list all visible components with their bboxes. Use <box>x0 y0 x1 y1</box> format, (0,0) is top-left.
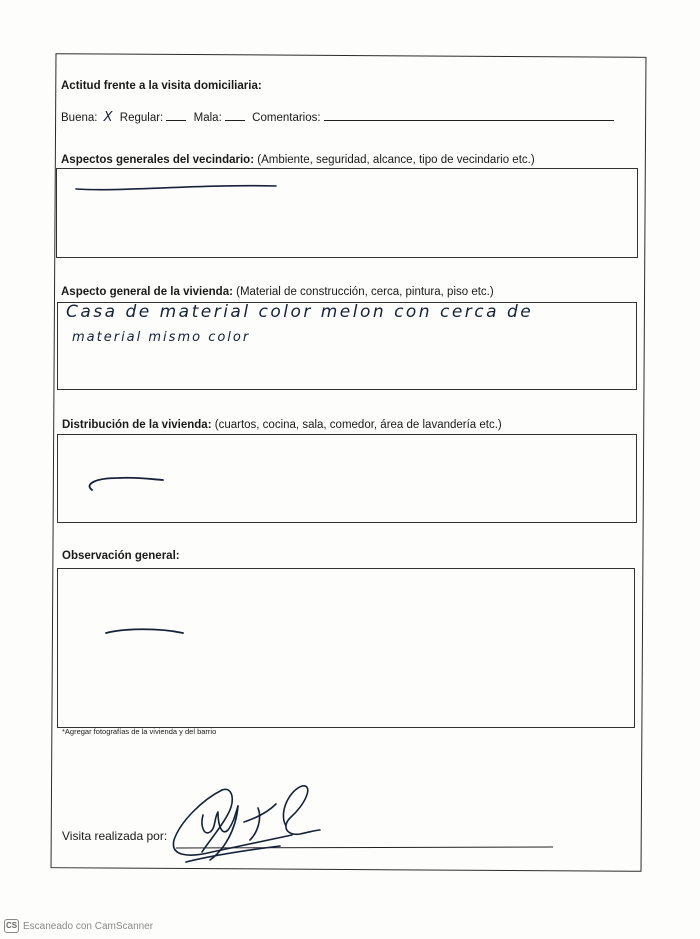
camscanner-logo: CS <box>4 919 19 933</box>
photo-footnote: *Agregar fotografías de la vivienda y del barrio <box>62 727 217 736</box>
distribucion-hint: (cuartos, cocina, sala, comedor, área de lavandería etc.) <box>214 419 502 431</box>
buena-mark: X <box>103 110 113 125</box>
vecindario-title: Aspectos generales del vecindario: <box>61 154 255 166</box>
observacion-title: Observación general: <box>62 550 180 562</box>
vivienda-handwriting-line2: material mismo color <box>72 330 251 345</box>
comentarios-label: Comentarios: <box>252 112 321 124</box>
actitud-title: Actitud frente a la visita domiciliaria: <box>61 80 262 92</box>
vecindario-hint: (Ambiente, seguridad, alcance, tipo de vecindario etc.) <box>257 154 535 166</box>
visita-label: Visita realizada por: <box>62 829 168 843</box>
distribucion-title: Distribución de la vivienda: <box>62 419 212 431</box>
buena-label: Buena: <box>61 112 98 124</box>
vivienda-hint: (Material de construcción, cerca, pintura, piso etc.) <box>236 286 494 298</box>
mala-label: Mala: <box>193 112 222 124</box>
camscanner-watermark: Escaneado con CamScanner <box>23 921 154 932</box>
regular-label: Regular: <box>119 112 164 124</box>
vivienda-title: Aspecto general de la vivienda: <box>61 286 233 298</box>
vivienda-handwriting-line1: Casa de material color melon con cerca de <box>66 302 534 322</box>
